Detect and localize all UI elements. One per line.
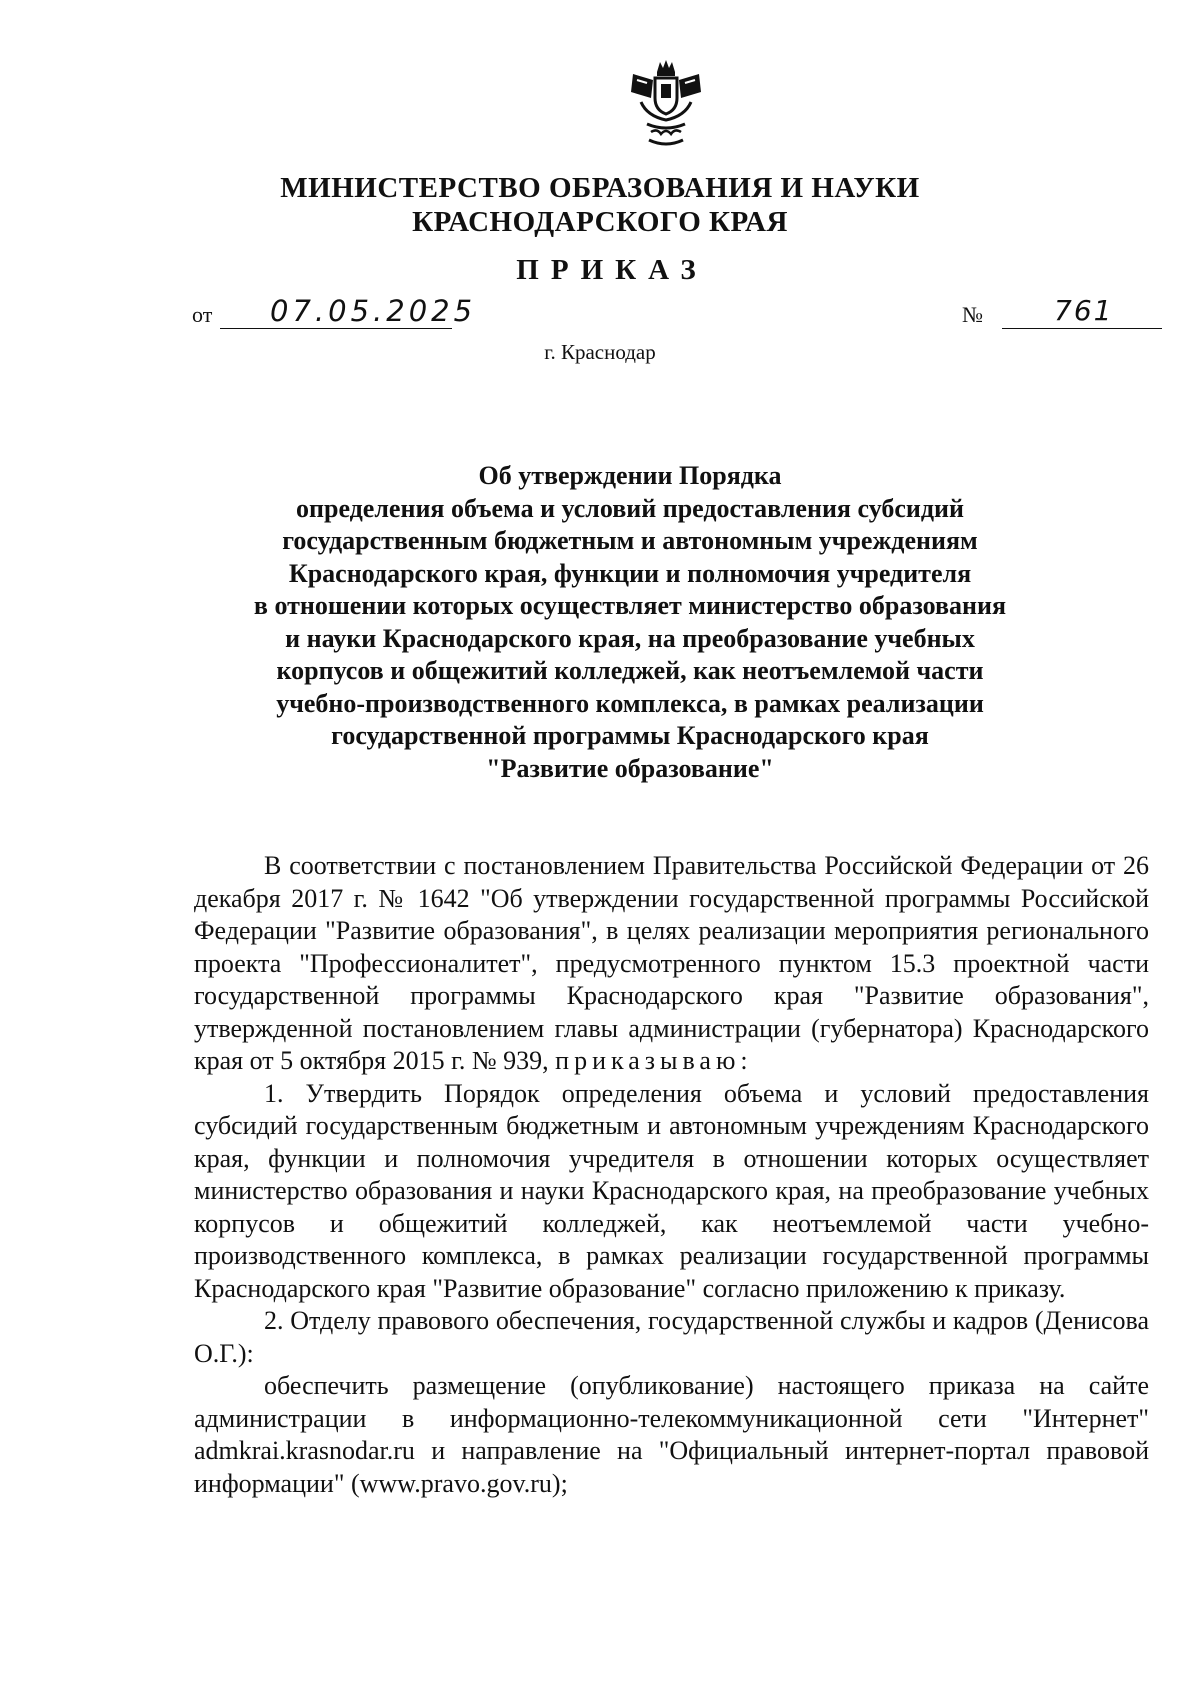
order-body [194, 850, 1149, 1500]
date-underline [220, 328, 452, 329]
heading-line: Краснодарского края, функции и полномочия учредителя [288, 558, 972, 588]
number-underline [1002, 328, 1162, 329]
heading-line: государственным бюджетным и автономным учреждениям [282, 526, 978, 555]
document-number-value: 761 [1054, 294, 1114, 327]
preamble-text: В соответствии с постановлением Правительства Российской Федерации от 26 декабря 2017 г. № 1642 "Об утверждении государственной программы Российской Федерации "Развитие образования", в целях реализации мероприятия регионального проекта "Профессионалитет", предусмотренного пунктом 15.3 проектной части государственной программы Краснодарского края "Развитие образования", утвержденной постановлением главы администрации (губернатора) Краснодарского края от 5 октября 2015 г. № 939, [194, 851, 1149, 1075]
heading-line: "Развитие образование" [486, 753, 774, 783]
date-label: от [192, 302, 213, 327]
order-heading [200, 460, 1060, 785]
heading-line: Об утверждении Порядка [478, 461, 782, 490]
clause-2-paragraph: 2. Отделу правового обеспечения, государственной службы и кадров (Денисова О.Г.): [194, 1306, 1149, 1368]
heading-line: корпусов и общежитий колледжей, как неотъемлемой части [276, 656, 984, 685]
preamble-paragraph [194, 850, 1149, 1078]
heading-line: государственной программы Краснодарского края [331, 721, 929, 750]
clause-1-paragraph: 1. Утвердить Порядок определения объема и условий предоставления субсидий государственным бюджетным и автономным учреждениям Краснодарского края, функции и полномочия учредителя в отношении которых осуществляет министерство образования и науки Краснодарского края, на преобразование учебных корпусов и общежитий колледжей, как неотъемлемой части учебно-производственного комплекса, в рамках реализации государственной программы Краснодарского края "Развитие образование" согласно приложению к приказу. [194, 1078, 1149, 1303]
coat-of-arms-icon [627, 58, 705, 150]
heading-line: учебно-производственного комплекса, в рамках реализации [276, 688, 984, 718]
ministry-name-line2: КРАСНОДАРСКОГО КРАЯ [412, 206, 788, 238]
document-type-title: ПРИКАЗ [516, 254, 708, 286]
heading-line: определения объема и условий предоставления субсидий [296, 493, 964, 523]
heading-line: и науки Краснодарского края, на преобразование учебных [285, 623, 975, 653]
clause-2-subparagraph: обеспечить размещение (опубликование) настоящего приказа на сайте администрации в информационно-телекоммуникационной сети "Интернет" admkrai.krasnodar.ru и направление на "Официальный интернет-портал правовой информации" (www.pravo.gov.ru); [194, 1371, 1149, 1498]
heading-line: в отношении которых осуществляет министерство образования [253, 591, 1007, 620]
date-value: 07.05.2025 [270, 294, 477, 328]
number-label: № [962, 302, 983, 327]
issue-city: г. Краснодар [544, 340, 656, 364]
decree-word: приказываю: [555, 1046, 753, 1075]
ministry-name-line1: МИНИСТЕРСТВО ОБРАЗОВАНИЯ И НАУКИ [280, 172, 920, 204]
